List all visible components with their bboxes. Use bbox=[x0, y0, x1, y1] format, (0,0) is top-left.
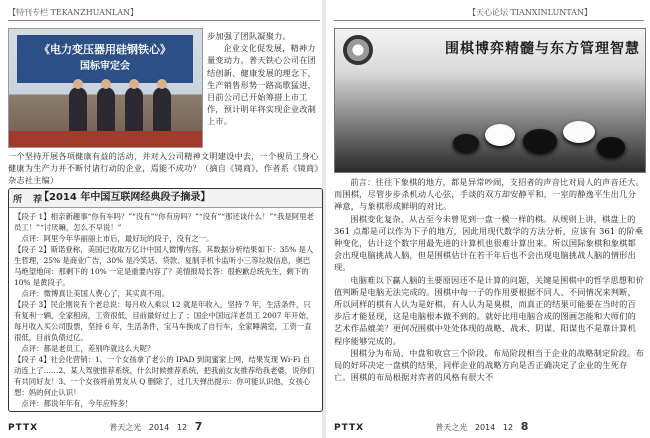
joke-item bbox=[14, 299, 317, 343]
joke-text: 相亲新趣事“你有车吗？”“没有”“你有房吗？”“没有”“那还谈什么！”“我是阿里老员工！”“讨厌嘛，怎么不早说！” bbox=[14, 212, 314, 232]
footer-page-number: 8 bbox=[520, 420, 529, 433]
left-header-label: 【特刊专栏 TEKANZHUANLAN】 bbox=[8, 8, 139, 17]
jokes-box bbox=[8, 188, 323, 412]
joke-text: 社会化营销：1、一个女孩拿了老公的 IPAD 到闺蜜家上网，结果发现 Wi-Fi 自动连上了……2、某人驾驶推荐系统，什么时候推荐系统，把我前女友推荐给我老婆，说你们有共同好友！3、一个女孩将前男友从 Q 删除了，过几天弹出提示：你可能认识他，女孩心想：妈的何止认识！ bbox=[14, 355, 315, 397]
right-header-rule bbox=[334, 20, 644, 21]
black-stone bbox=[523, 129, 557, 153]
footer-month: 12 bbox=[176, 423, 188, 432]
article-paragraph: 电脑难以下赢人脑的主要原因还不是计算的问题，关键是围棋中的哲学思想和价值判断是电脑无法完成的。围棋中每一子的作用要根据不同人、不同情况来判断，所以同样的棋有人认为是好棋，有人认为是臭棋，而真正的结果可能要在当时的百步后才能显现，这是电脑根本做不到的。就好比用电脑合成的图画怎能和大师们的艺术作品媲美？更何况围棋中处处体现的战略、战术、阴谋、阳谋也不是靠计算机程序能够完成的。 bbox=[334, 274, 644, 346]
joke-text: 民企刚说有个老总说：每月收入乘以 12 就是年收入，坚持 7 年，生活条件，只有复利一辆，全家租房，工资很低，目前最好过上了 ；国企中国远洋老员工 2007 年开始，每月收入买公司股票，坚持 6 年，生活条件，宝马车换成了自行车，全家睡满室，工资一直很低，目前负债过亿。 bbox=[14, 300, 314, 342]
footer-brand: PTTX bbox=[334, 423, 365, 433]
side-paragraph: 步加强了团队凝聚力。 bbox=[207, 31, 291, 41]
person-head bbox=[101, 79, 111, 89]
person-figure bbox=[97, 87, 115, 135]
person-head bbox=[157, 79, 167, 89]
footer-title: 普天之光 bbox=[435, 423, 468, 432]
white-stone bbox=[563, 121, 595, 143]
left-page bbox=[0, 0, 322, 438]
jokes-box-content bbox=[9, 208, 322, 409]
joke-comment: 点评：阿里今年华丽丽上市后，最好玩的段子，没有之一。 bbox=[21, 234, 214, 243]
left-header-rule bbox=[8, 20, 320, 21]
article-paragraph: 前言：往往下象棋的地方，都是异常吵闹，支招者的声音比对局人的声音还大。而围棋，尽管步步杀机动人心弦，手谈的双方却安静平和，一室的静逸平生出几分禅意，与象棋形成鲜明的对比。 bbox=[334, 177, 644, 212]
black-stone bbox=[453, 134, 479, 152]
joke-item bbox=[14, 244, 317, 288]
footer-year: 2014 bbox=[148, 423, 170, 432]
banner-line1: 《电力变压器用硅钢铁心》 bbox=[39, 43, 171, 56]
joke-label: 【段子 1】 bbox=[14, 212, 51, 221]
banner-line2: 国标审定会 bbox=[80, 61, 130, 72]
joke-item bbox=[14, 211, 317, 233]
footer-brand: PTTX bbox=[8, 423, 39, 433]
joke-comment: 点评：都说年年有，今年应特多！ bbox=[21, 399, 133, 408]
meeting-table bbox=[9, 131, 202, 147]
article-paragraph: 围棋分为布局、中盘和收官三个阶段。布局阶段相当于企业的战略制定阶段。布局的好坏决定一盘棋的结果，同样企业的战略方向是否正确决定了企业的生死存亡。围棋的布局根据对弈者的风格有很大不 bbox=[334, 347, 644, 383]
footer-month: 12 bbox=[502, 423, 514, 432]
person-figure bbox=[153, 87, 171, 135]
right-footer bbox=[334, 420, 644, 434]
person-head bbox=[73, 79, 83, 89]
side-paragraph: 企业文化促发展，精神力量变动力。普天铁心公司在团结创新、健康发展的理念下，生产销售形势一路高歌猛进，目前公司已开始筹措上市工作，预计明年将实现企业改制上市。 bbox=[207, 43, 317, 127]
right-header-label: 【天心论坛 TIANXINLUNTAN】 bbox=[468, 8, 592, 17]
joke-comment: 点评：都是老员工，差别咋就这么大呢？ bbox=[21, 344, 155, 353]
person-head bbox=[129, 79, 139, 89]
jokes-box-heading: 【2014 年中国互联网经典段子摘录】 bbox=[39, 192, 211, 203]
meeting-photo bbox=[8, 28, 203, 148]
joke-item bbox=[14, 354, 317, 398]
footer-page-number: 7 bbox=[194, 420, 203, 433]
meeting-banner bbox=[17, 35, 193, 83]
go-logo-icon bbox=[343, 35, 373, 65]
recommend-badge: 所 荐 bbox=[13, 195, 47, 205]
black-stone bbox=[597, 137, 625, 157]
jokes-box-title bbox=[9, 189, 322, 208]
left-footer bbox=[8, 420, 320, 434]
joke-comment: 点评：微博真让美国人费心了，其实真不用。 bbox=[21, 289, 170, 298]
joke-text: 斯诺登称，美国已收取万亿计中国人微博内容。其数据分析结果如下：35% 是人生哲理，25% 是商业广告，30% 是冷笑话、贷款、复制手机卡监听小三等垃圾信息，奥巴马绝望地问：那剩下的 10% 一定是重要内容了？美情报局长答：很抱歉总统先生，剩下的 10% 是黄段子。 bbox=[14, 245, 314, 287]
joke-label: 【段子 3】 bbox=[14, 300, 51, 309]
footer-title: 普天之光 bbox=[109, 423, 142, 432]
joke-label: 【段子 4】 bbox=[14, 355, 51, 364]
article-paragraph: 围棋变化复杂，从古至今未曾见到一盘一模一样的棋。从规则上讲，棋盘上的 361 点都是可以作为下子的地方，因此用现代数学的方法分析，应该有 361 的阶乘种变化，估计这个数字用最先进的计算机也很难计算出来。所以国际象棋和象棋都会出现电脑挑战人脑，但是围棋估计在若干年后也不会出现电脑挑战人脑的情形出现。 bbox=[334, 213, 644, 273]
side-column-text bbox=[207, 30, 319, 128]
full-paragraph: 一个坚持开展各项健康有益的活动，并对入公司精神文明建设中去，一个视员工身心健康为生产力并不断付诸行动的企业，焉能不成功？（摘自《镜商》，作者系《镜商》杂志社主编） bbox=[8, 151, 319, 186]
footer-year: 2014 bbox=[474, 423, 496, 432]
go-board-photo bbox=[334, 28, 646, 173]
full-width-paragraph bbox=[8, 150, 319, 187]
person-figure bbox=[69, 87, 87, 135]
right-article-text bbox=[334, 176, 644, 383]
go-article-title: 围棋博弈精髓与东方管理智慧 bbox=[445, 41, 640, 57]
person-figure bbox=[125, 87, 143, 135]
joke-label: 【段子 2】 bbox=[14, 245, 51, 254]
white-stone bbox=[485, 124, 515, 146]
